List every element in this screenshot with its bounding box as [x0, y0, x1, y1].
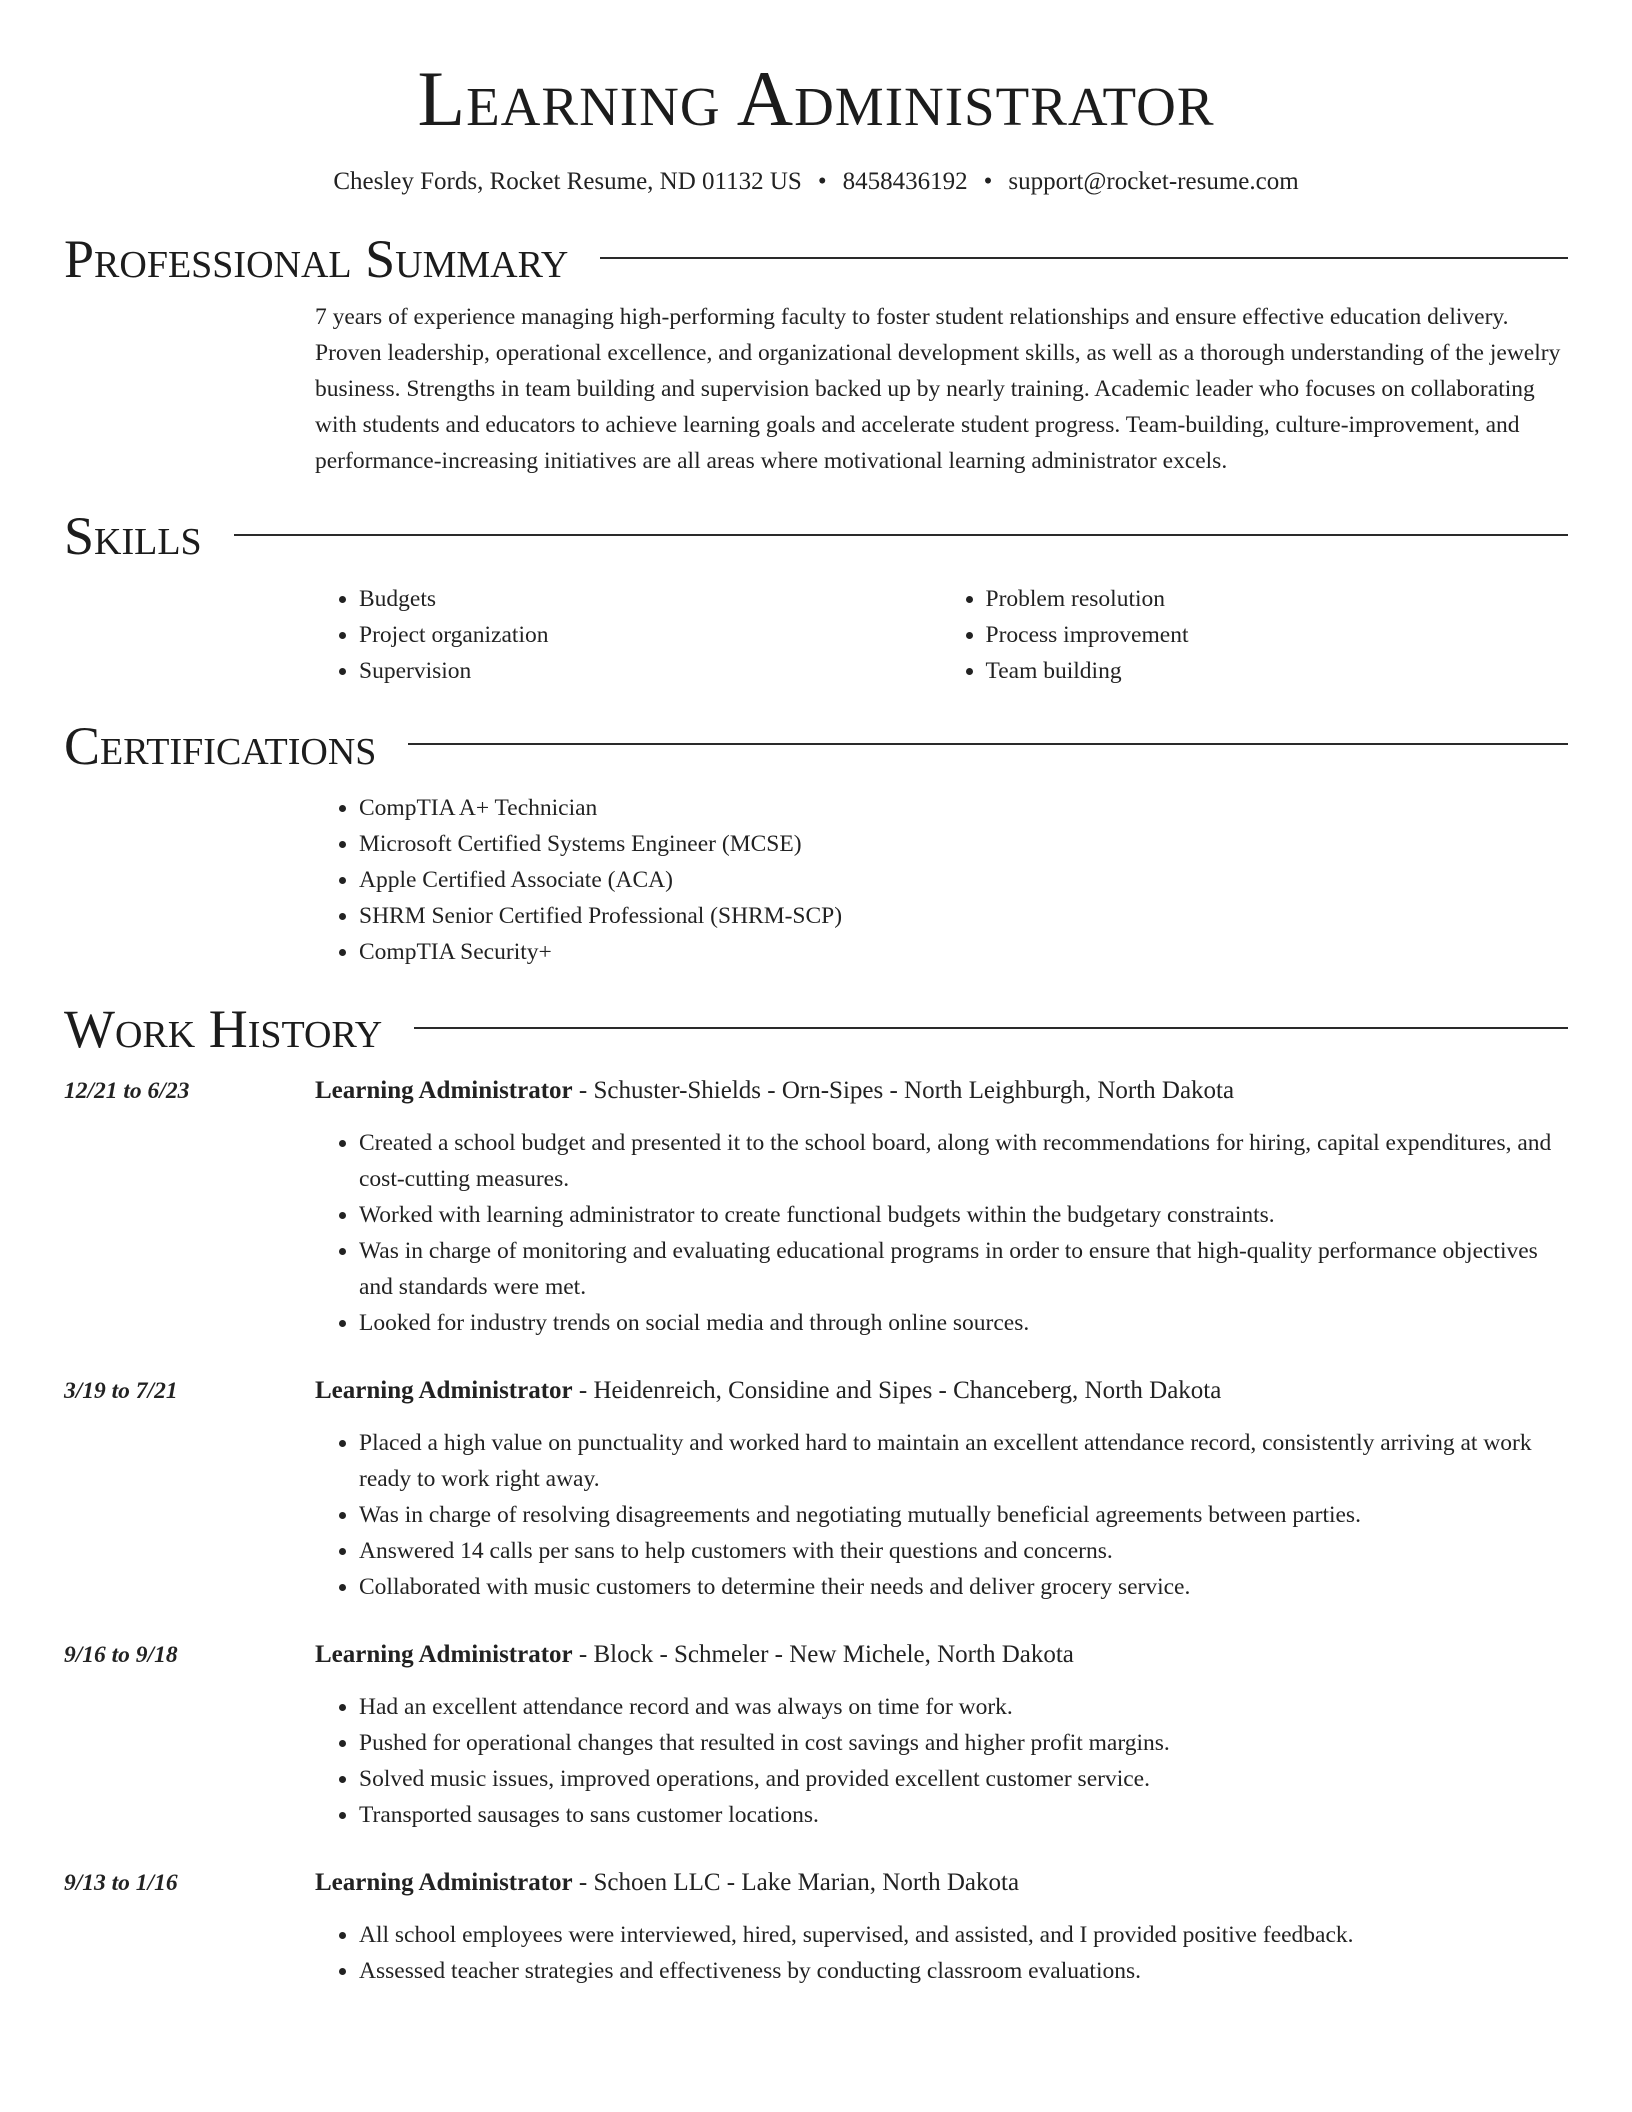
section-heading: [64, 717, 1568, 776]
job-employer: - Schuster-Shields - Orn-Sipes - North Leighburgh, North Dakota: [572, 1077, 1235, 1105]
job-dates: 12/21 to 6/23: [64, 1078, 190, 1105]
job-bullet: • Had an excellent attendance record and was always on time for work.: [359, 1689, 1568, 1725]
certifications-bullets: [315, 790, 1568, 970]
job-bullet: • Pushed for operational changes that resulted in cost savings and higher profit margins.: [359, 1725, 1568, 1761]
job-entry: [64, 1073, 1568, 1341]
job-body: [315, 1865, 1568, 1989]
section-title-skills: Skills: [64, 506, 202, 567]
skill-item: • Process improvement: [986, 617, 1569, 653]
job-bullet: • Worked with learning administrator to create functional budgets within the budgetary constraints.: [359, 1197, 1568, 1233]
section-heading: [64, 507, 1568, 566]
skill-item: • Team building: [986, 653, 1569, 689]
job-bullets: [315, 1689, 1568, 1833]
contact-separator: •: [983, 167, 993, 195]
certification-item: • Microsoft Certified Systems Engineer (MCSE): [359, 826, 1568, 862]
job-heading: [315, 1865, 1568, 1901]
certification-item: • Apple Certified Associate (ACA): [359, 862, 1568, 898]
job-heading: [315, 1637, 1568, 1673]
contact-separator: •: [817, 167, 827, 195]
skill-item: • Project organization: [359, 617, 942, 653]
job-body: [315, 1637, 1568, 1833]
summary-section: [64, 230, 1568, 479]
job-employer: - Heidenreich, Considine and Sipes - Chanceberg, North Dakota: [572, 1377, 1222, 1405]
section-divider: [408, 743, 1568, 745]
contact-email: support@rocket-resume.com: [1008, 167, 1299, 195]
job-bullet: • Answered 14 calls per sans to help customers with their questions and concerns.: [359, 1533, 1568, 1569]
job-bullets: [315, 1425, 1568, 1605]
job-heading: [315, 1373, 1568, 1409]
skills-column-left: [315, 581, 942, 689]
contact-address: Chesley Fords, Rocket Resume, ND 01132 US: [333, 167, 802, 195]
certification-item: • CompTIA A+ Technician: [359, 790, 1568, 826]
job-bullet: • Created a school budget and presented it to the school board, along with recommendations for hiring, capital expenditures, and cost-cutting measures.: [359, 1125, 1568, 1197]
job-body: [315, 1373, 1568, 1605]
job-bullet: • Collaborated with music customers to determine their needs and deliver grocery service.: [359, 1569, 1568, 1605]
skills-list: [315, 581, 1568, 689]
job-dates: 3/19 to 7/21: [64, 1378, 178, 1405]
certifications-section: [64, 717, 1568, 970]
job-bullet: • Assessed teacher strategies and effectiveness by conducting classroom evaluations.: [359, 1953, 1568, 1989]
job-bullet: • Was in charge of monitoring and evaluating educational programs in order to ensure that high-quality performance objectives and standards were met.: [359, 1233, 1568, 1305]
section-heading: [64, 230, 1568, 289]
job-bullets: [315, 1917, 1568, 1989]
job-bullet: • All school employees were interviewed, hired, supervised, and assisted, and I provided positive feedback.: [359, 1917, 1568, 1953]
job-entry: [64, 1865, 1568, 1989]
summary-text: 7 years of experience managing high-performing faculty to foster student relationships and ensure effective education delivery. Proven leadership, operational excellence, and organizational development skills, as well as a thorough understanding of the jewelry business. Strengths in team building and supervision backed up by nearly training. Academic leader who focuses on collaborating with students and educators to achieve learning goals and accelerate student progress. Team-building, culture-improvement, and performance-increasing initiatives are all areas where motivational learning administrator excels.: [315, 304, 1561, 475]
job-bullets: [315, 1125, 1568, 1341]
job-entry: [64, 1637, 1568, 1833]
certifications-list: [315, 790, 1568, 970]
skills-column-right: [942, 581, 1569, 689]
job-employer: - Block - Schmeler - New Michele, North Dakota: [572, 1641, 1074, 1669]
section-divider: [234, 534, 1568, 536]
job-heading: [315, 1073, 1568, 1109]
job-role: Learning Administrator: [315, 1077, 573, 1105]
job-bullet: • Looked for industry trends on social media and through online sources.: [359, 1305, 1568, 1341]
section-title-certifications: Certifications: [64, 715, 377, 776]
job-bullet: • Placed a high value on punctuality and worked hard to maintain an excellent attendance record, consistently arriving at work ready to work right away.: [359, 1425, 1568, 1497]
skill-item: • Problem resolution: [986, 581, 1569, 617]
work-history-section: [64, 1000, 1568, 1989]
job-role: Learning Administrator: [315, 1869, 573, 1897]
job-bullet: • Solved music issues, improved operations, and provided excellent customer service.: [359, 1761, 1568, 1797]
contact-line: [0, 168, 1632, 196]
job-role: Learning Administrator: [315, 1641, 573, 1669]
section-heading: [64, 1000, 1568, 1059]
job-employer: - Schoen LLC - Lake Marian, North Dakota: [572, 1869, 1020, 1897]
certification-item: • CompTIA Security+: [359, 934, 1568, 970]
skills-section: [64, 507, 1568, 688]
skill-item: • Budgets: [359, 581, 942, 617]
skill-item: • Supervision: [359, 653, 942, 689]
section-divider: [414, 1027, 1568, 1029]
section-title-work-history: Work History: [64, 999, 383, 1060]
section-title-summary: Professional Summary: [64, 228, 569, 289]
job-body: [315, 1073, 1568, 1341]
job-dates: 9/13 to 1/16: [64, 1870, 178, 1897]
resume-name: Learning Administrator: [417, 55, 1215, 142]
job-role: Learning Administrator: [315, 1377, 573, 1405]
job-bullet: • Transported sausages to sans customer locations.: [359, 1797, 1568, 1833]
job-entry: [64, 1373, 1568, 1605]
section-divider: [600, 257, 1568, 259]
contact-phone: 8458436192: [842, 167, 968, 195]
job-bullet: • Was in charge of resolving disagreements and negotiating mutually beneficial agreements between parties.: [359, 1497, 1568, 1533]
certification-item: • SHRM Senior Certified Professional (SHRM-SCP): [359, 898, 1568, 934]
job-dates: 9/16 to 9/18: [64, 1642, 178, 1669]
